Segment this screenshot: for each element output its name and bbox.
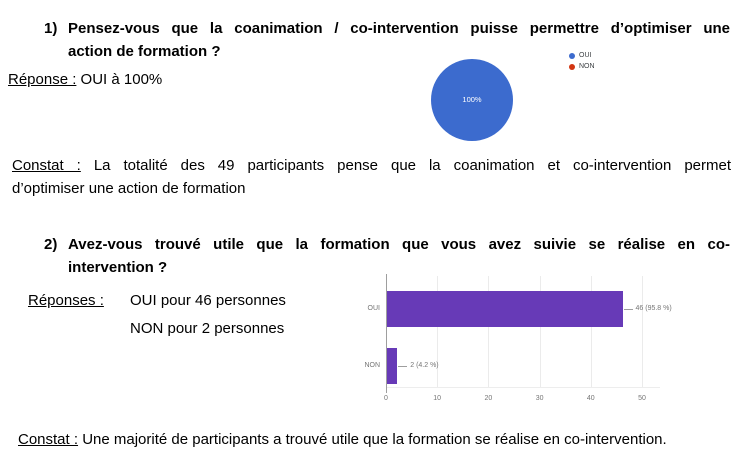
constat2-text: Une majorité de participants a trouvé utile que la formation se réalise en co-intervention. [78, 431, 667, 448]
bar-chart [364, 276, 672, 402]
question2-line2: intervention ? [68, 259, 168, 276]
value-label-non [398, 362, 438, 370]
x-tick-label: 10 [433, 395, 442, 402]
value-callout-line [624, 309, 633, 310]
legend-dot-oui-icon [569, 53, 575, 59]
constat2-line [18, 430, 667, 449]
legend-label-non: NON [579, 63, 595, 70]
x-tick-label: 40 [586, 395, 595, 402]
value-text: 46 (95.8 %) [635, 305, 672, 312]
pie-chart [431, 59, 513, 141]
x-tick-label: 50 [638, 395, 646, 402]
answer-label: Réponse : [8, 71, 77, 88]
question1-line2: action de formation ? [68, 43, 221, 60]
constat2-label: Constat : [18, 431, 79, 448]
question2-number: 2) [44, 236, 58, 253]
pie-legend [569, 52, 595, 74]
legend-dot-non-icon [569, 64, 575, 70]
constat1-label: Constat : [12, 157, 81, 174]
legend-label-oui: OUI [579, 52, 592, 59]
bar-non [387, 348, 397, 384]
legend-item-non [569, 63, 595, 70]
bar-oui [387, 291, 623, 327]
constat1-line1 [12, 156, 731, 175]
constat1-line2: d’optimiser une action de formation [12, 180, 246, 197]
answer-non: NON pour 2 personnes [130, 320, 285, 337]
pie-center-label: 100% [462, 95, 482, 105]
category-label-non: NON [364, 362, 380, 369]
question1-line1: Pensez-vous que la coanimation / co-intervention puisse permettre d’optimiser une [68, 20, 730, 37]
question1-answer [8, 70, 162, 89]
value-label-oui [624, 305, 672, 313]
category-label-oui: OUI [367, 305, 380, 312]
value-callout-line [398, 366, 407, 367]
answers-label: Réponses : [28, 292, 104, 309]
x-tick-label: 30 [535, 395, 544, 402]
answer-oui: OUI pour 46 personnes [130, 292, 286, 309]
value-text: 2 (4.2 %) [410, 362, 439, 369]
x-tick-label: 20 [484, 395, 493, 402]
x-tick-label: 0 [384, 395, 388, 402]
legend-item-oui [569, 52, 595, 59]
constat1-text: La totalité des 49 participants pense que la coanimation et co-intervention permet [80, 157, 731, 174]
answer-text: OUI à 100% [76, 71, 163, 88]
gridline [642, 276, 643, 387]
question2-line1: Avez-vous trouvé utile que la formation que vous avez suivie se réalise en co- [68, 236, 730, 253]
question1-number: 1) [44, 20, 58, 37]
